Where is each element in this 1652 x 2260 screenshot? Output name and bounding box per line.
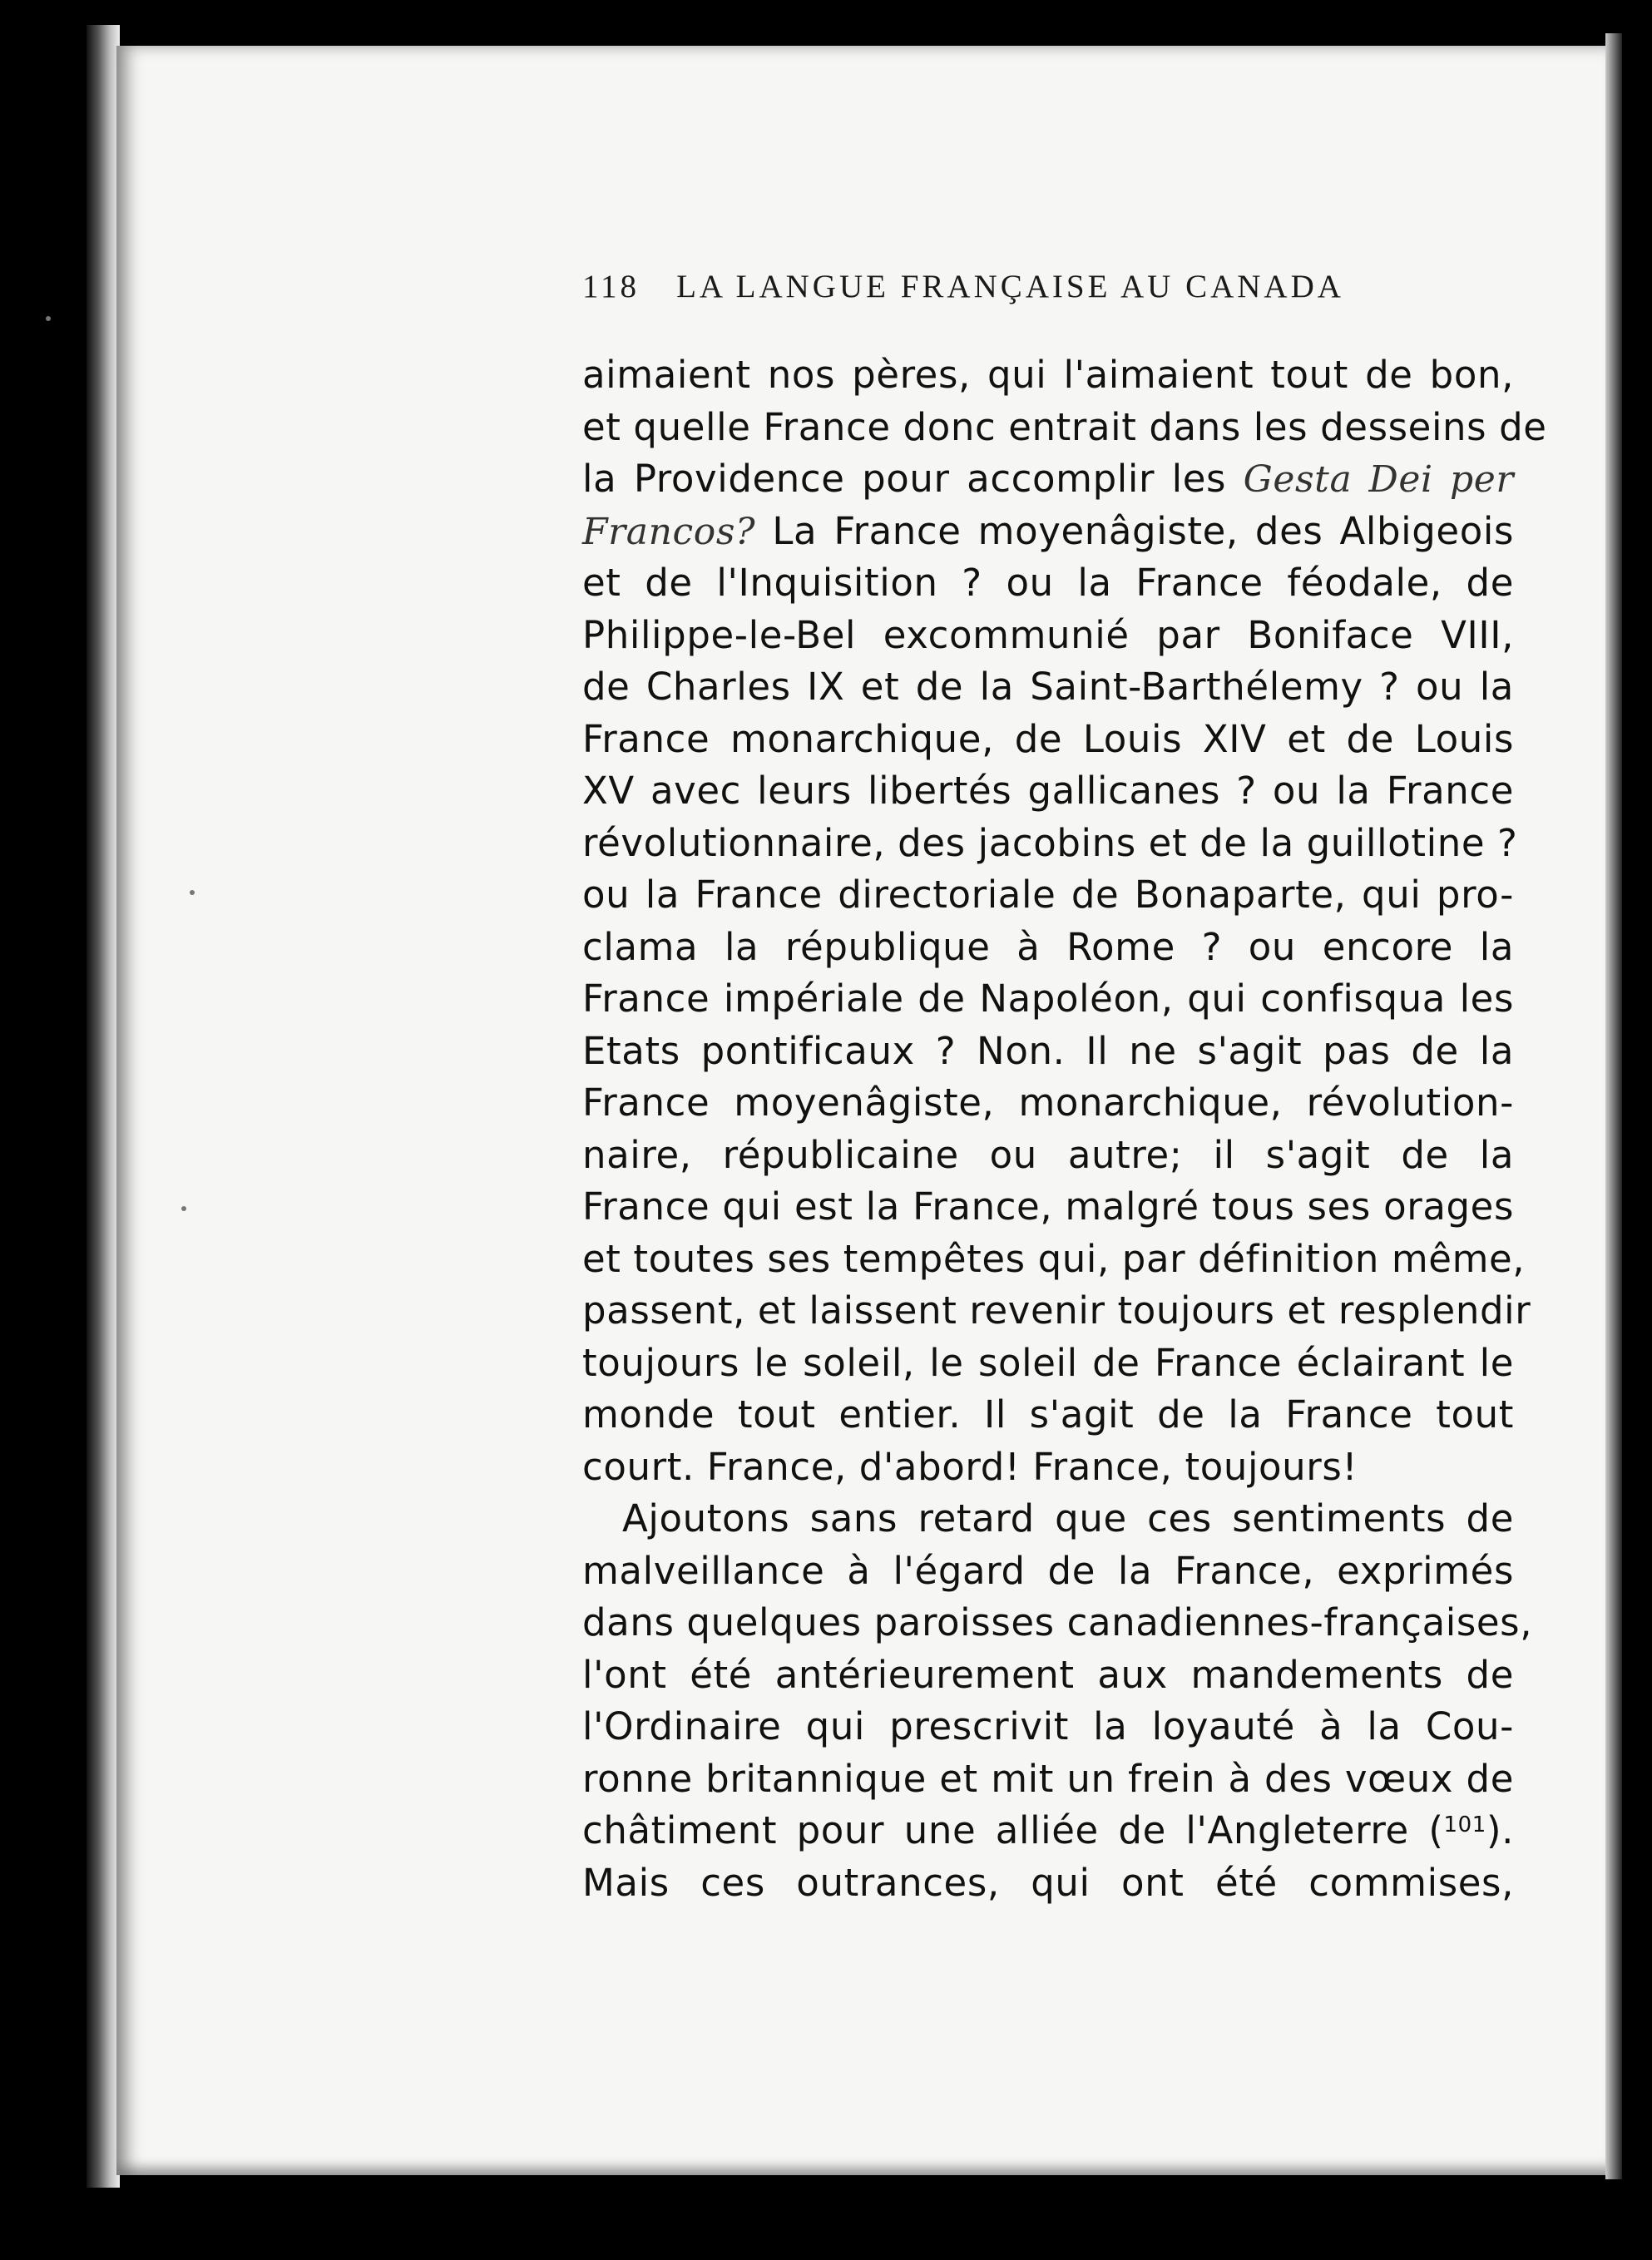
line-text: XV avec leurs libertés gallicanes ? ou la France bbox=[582, 769, 1514, 813]
text-line bbox=[582, 1805, 1514, 1857]
page-number: 118 bbox=[582, 269, 641, 304]
text-line bbox=[582, 506, 1514, 558]
text-line bbox=[582, 349, 1514, 402]
text-line bbox=[582, 1597, 1533, 1649]
line-text: ronne britannique et mit un frein à des vœux de bbox=[582, 1756, 1514, 1801]
text-line bbox=[582, 1753, 1514, 1806]
line-text: Philippe-le-Bel excommunié par Boniface VIII, bbox=[582, 612, 1514, 657]
line-text: l'Ordinaire qui prescrivit la loyauté à la Cou- bbox=[582, 1704, 1514, 1748]
text-line bbox=[582, 1077, 1514, 1130]
text-line bbox=[582, 1234, 1526, 1286]
text-line bbox=[582, 661, 1514, 714]
body-text bbox=[582, 349, 1547, 1909]
text-line bbox=[582, 973, 1514, 1026]
line-text: France monarchique, de Louis XIV et de Louis bbox=[582, 716, 1514, 761]
text-line bbox=[582, 1026, 1514, 1078]
scan-speck bbox=[46, 316, 51, 321]
line-text: Ajoutons sans retard que ces sentiments de bbox=[622, 1496, 1514, 1540]
text-line bbox=[582, 610, 1514, 662]
italic-phrase: Francos? bbox=[582, 510, 756, 553]
line-text: et toutes ses tempêtes qui, par définition même, bbox=[582, 1236, 1526, 1281]
line-text: ou la France directoriale de Bonaparte, qui pro- bbox=[582, 873, 1514, 917]
line-text: La France moyenâgiste, des Albigeois bbox=[755, 508, 1514, 553]
text-line bbox=[582, 765, 1514, 818]
text-line bbox=[582, 922, 1514, 974]
line-text: révolutionnaire, des jacobins et de la guillotine ? bbox=[582, 820, 1518, 865]
scan-speck bbox=[190, 890, 195, 895]
line-text: châtiment pour une alliée de l'Angleterre ( bbox=[582, 1808, 1444, 1852]
line-text: passent, et laissent revenir toujours et resplendir bbox=[582, 1288, 1531, 1333]
line-text: naire, républicaine ou autre; il s'agit de la bbox=[582, 1132, 1514, 1177]
line-text: toujours le soleil, le soleil de France éclairant le bbox=[582, 1340, 1514, 1385]
text-line bbox=[582, 714, 1514, 766]
text-line bbox=[582, 1130, 1514, 1182]
line-text: et de l'Inquisition ? ou la France féodale, de bbox=[582, 561, 1514, 605]
text-line bbox=[582, 557, 1514, 610]
paragraph-last-line bbox=[582, 1442, 1514, 1494]
text-line bbox=[582, 818, 1518, 870]
text-line bbox=[582, 453, 1514, 506]
text-line bbox=[582, 1649, 1514, 1702]
line-text: malveillance à l'égard de la France, exprimés bbox=[582, 1548, 1514, 1593]
running-title: LA LANGUE FRANÇAISE AU CANADA bbox=[676, 269, 1344, 304]
page-left-edge bbox=[87, 25, 120, 2188]
scan-speck bbox=[181, 1206, 186, 1211]
text-line bbox=[582, 1857, 1514, 1910]
text-line bbox=[582, 1389, 1514, 1442]
text-line bbox=[582, 1338, 1514, 1390]
text-line bbox=[582, 402, 1547, 454]
line-text: monde tout entier. Il s'agit de la France tout bbox=[582, 1392, 1514, 1437]
line-text: aimaient nos pères, qui l'aimaient tout de bon, bbox=[582, 353, 1514, 397]
text-line bbox=[582, 1285, 1531, 1338]
text-line bbox=[582, 1701, 1514, 1753]
line-text: clama la république à Rome ? ou encore la bbox=[582, 924, 1514, 969]
line-text: la Providence pour accomplir les bbox=[582, 457, 1244, 501]
italic-phrase: Gesta Dei per bbox=[1243, 458, 1514, 501]
line-text: Etats pontificaux ? Non. Il ne s'agit pas de la bbox=[582, 1028, 1514, 1073]
footnote-reference[interactable]: 101 bbox=[1443, 1812, 1486, 1837]
text-line bbox=[582, 869, 1514, 922]
line-text: ). bbox=[1486, 1808, 1514, 1852]
line-text: France qui est la France, malgré tous ses orages bbox=[582, 1184, 1514, 1229]
line-text: dans quelques paroisses canadiennes-françaises, bbox=[582, 1600, 1533, 1644]
running-header bbox=[582, 268, 1514, 305]
line-text: France moyenâgiste, monarchique, révolution- bbox=[582, 1081, 1514, 1125]
text-line bbox=[582, 1545, 1514, 1598]
line-text: Mais ces outrances, qui ont été commises, bbox=[582, 1860, 1514, 1905]
line-text: de Charles IX et de la Saint-Barthélemy ? ou la bbox=[582, 665, 1514, 709]
page-right-edge bbox=[1605, 33, 1622, 2179]
line-text: l'ont été antérieurement aux mandements de bbox=[582, 1652, 1514, 1697]
line-text: court. France, d'abord! France, toujours! bbox=[582, 1444, 1358, 1489]
text-line bbox=[582, 1181, 1514, 1234]
line-text: et quelle France donc entrait dans les desseins de bbox=[582, 404, 1547, 449]
line-text: France impériale de Napoléon, qui confisqua les bbox=[582, 977, 1514, 1021]
paragraph-first-line bbox=[582, 1493, 1514, 1545]
